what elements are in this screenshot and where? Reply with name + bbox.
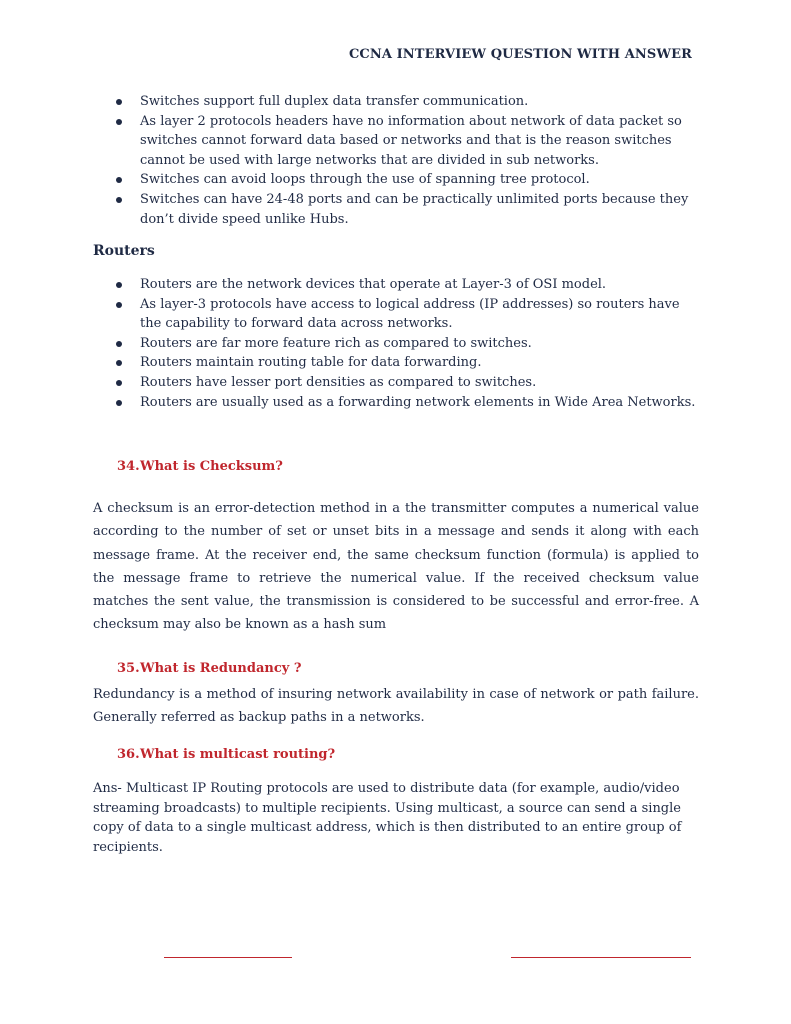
routers-heading: Routers [93,243,155,259]
bullet-icon [116,400,122,406]
list-item: As layer 2 protocols headers have no information about network of data packet so switches cannot forward data based or networks and that is the reason switches cannot be used with large networks that are divided in sub networks. [93,112,703,171]
bullet-icon [116,119,122,125]
switches-bullet-list [93,92,703,229]
list-item: Routers are far more feature rich as compared to switches. [93,334,703,354]
list-item: Routers are the network devices that operate at Layer-3 of OSI model. [93,275,703,295]
question-number: 34. [117,459,140,474]
page-header-title: CCNA INTERVIEW QUESTION WITH ANSWER [348,47,692,62]
bullet-icon [116,99,122,105]
bullet-icon [116,380,122,386]
list-item: Switches can have 24-48 ports and can be practically unlimited ports because they don’t divide speed unlike Hubs. [93,190,703,229]
redundancy-answer: Redundancy is a method of insuring network availability in case of network or path failure. Generally referred as backup paths in a networks. [93,687,699,726]
list-item: Routers maintain routing table for data forwarding. [93,353,703,373]
question-title: What is multicast routing? [140,747,336,762]
footer-left-rule [164,957,292,958]
question-34-heading [117,459,283,474]
list-item: As layer-3 protocols have access to logical address (IP addresses) so routers have the capability to forward data across networks. [93,295,703,334]
routers-bullet-list [93,275,703,412]
checksum-answer: A checksum is an error-detection method in a the transmitter computes a numerical value according to the number of set or unset bits in a message and sends it along with each message frame. At the receiver end, the same checksum function (formula) is applied to the message frame to retrieve the numerical value. If the received checksum value matches the sent value, the transmission is considered to be successful and error-free. A checksum may also be known as a hash sum [93,501,699,633]
question-number: 36. [117,747,140,762]
bullet-icon [116,360,122,366]
bullet-icon [116,302,122,308]
footer-right-rule [511,957,691,958]
question-title: What is Redundancy ? [140,661,302,676]
bullet-icon [116,177,122,183]
question-title: What is Checksum? [140,459,283,474]
list-item: Switches support full duplex data transfer communication. [93,92,703,112]
bullet-icon [116,282,122,288]
question-36-heading [117,747,335,762]
question-35-heading [117,661,301,676]
list-item: Routers have lesser port densities as compared to switches. [93,373,703,393]
list-item: Routers are usually used as a forwarding network elements in Wide Area Networks. [93,393,703,413]
bullet-icon [116,341,122,347]
question-number: 35. [117,661,140,676]
multicast-answer: Ans- Multicast IP Routing protocols are used to distribute data (for example, audio/video streaming broadcasts) to multiple recipients. Using multicast, a source can send a single copy of data to a single multicast address, which is then distributed to an entire group of recipients. [93,781,682,855]
bullet-icon [116,197,122,203]
list-item: Switches can avoid loops through the use of spanning tree protocol. [93,170,703,190]
